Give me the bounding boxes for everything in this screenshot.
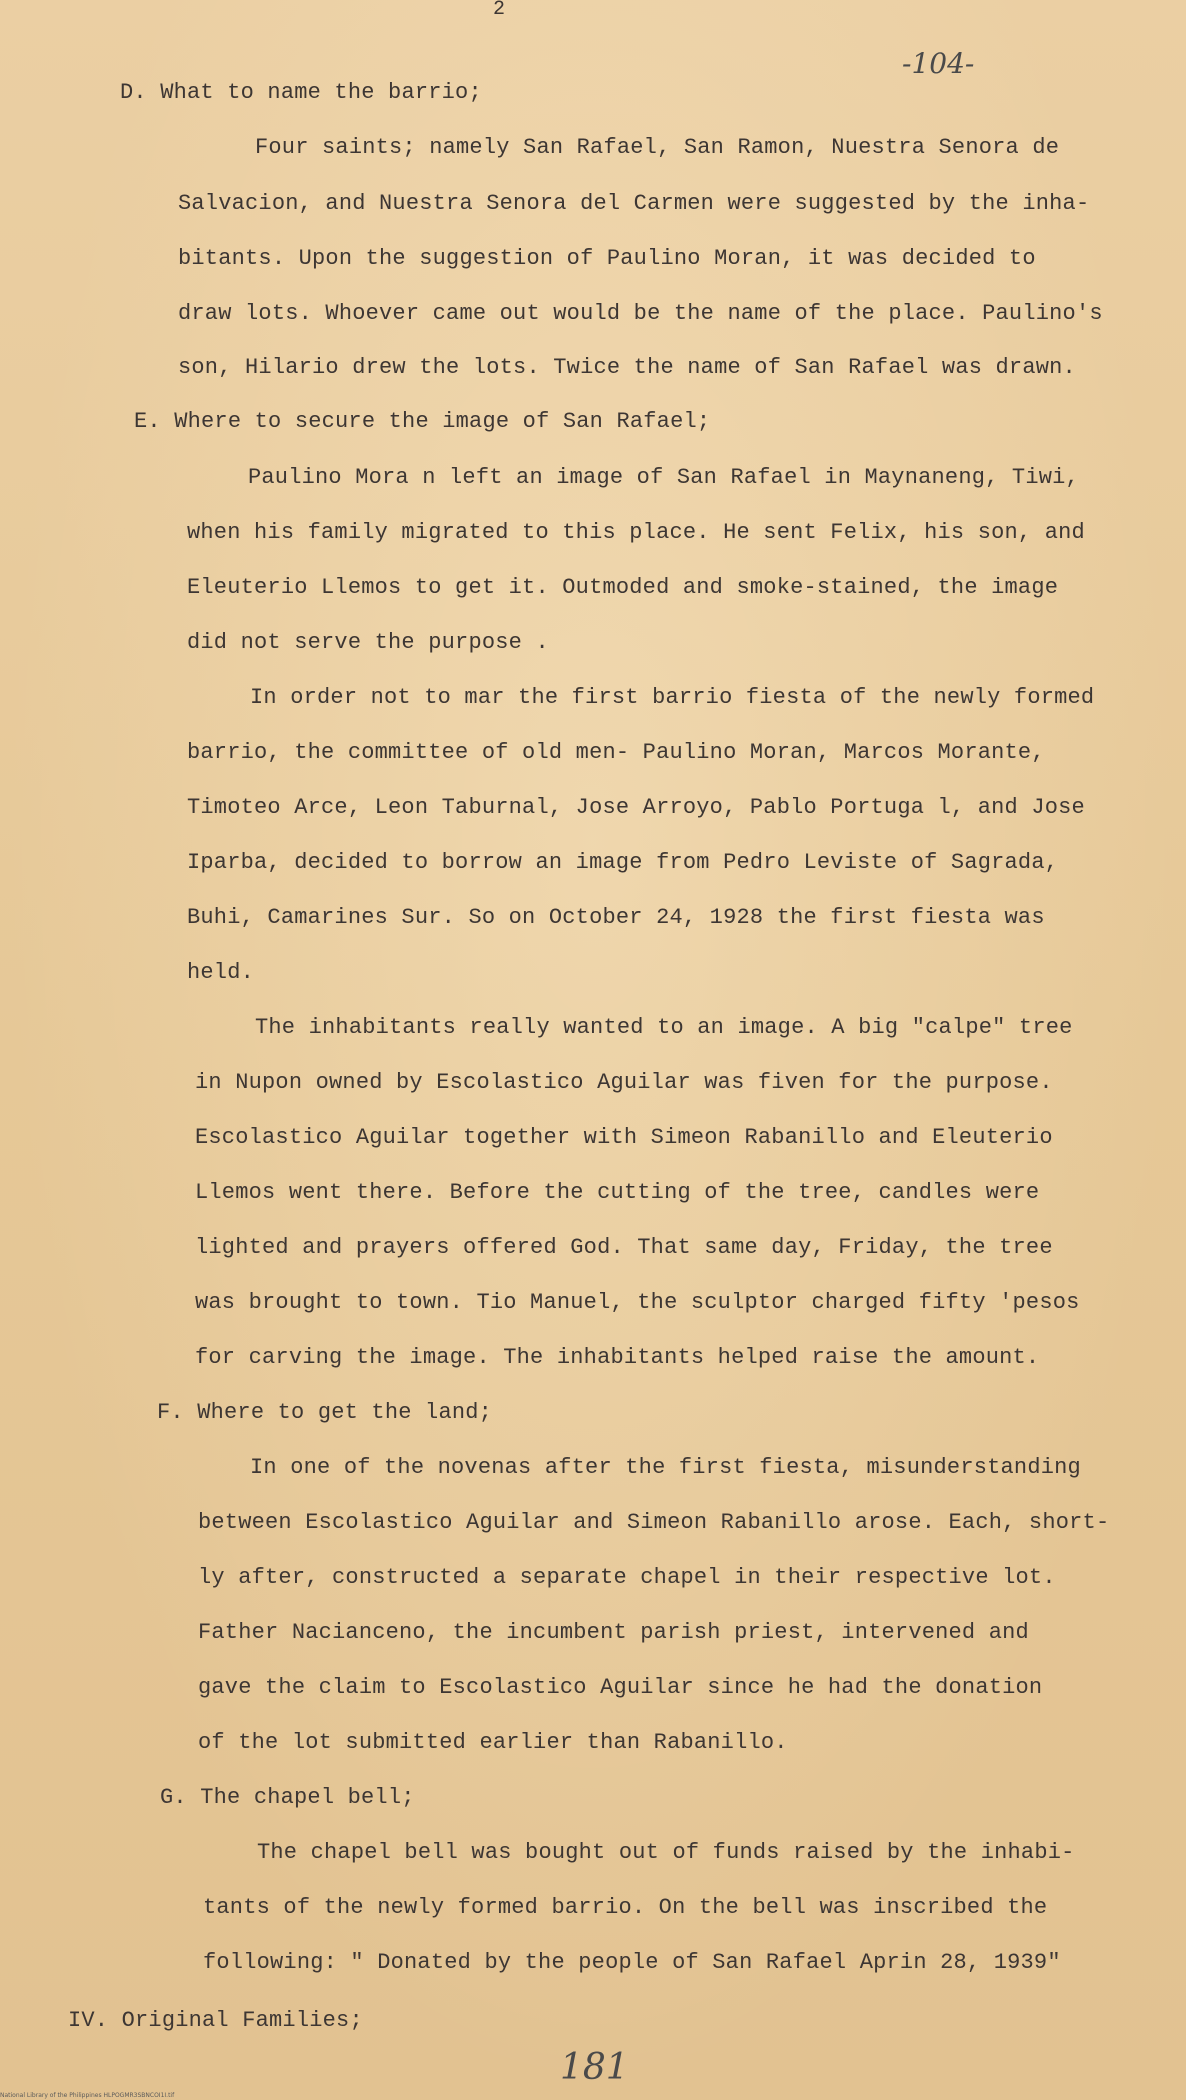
body-line: for carving the image. The inhabitants helped raise the amount. xyxy=(195,1345,1040,1370)
body-line: between Escolastico Aguilar and Simeon Rabanillo arose. Each, short- xyxy=(198,1510,1110,1535)
body-line: The inhabitants really wanted to an image. A big "calpe" tree xyxy=(255,1015,1073,1040)
body-line: Salvacion, and Nuestra Senora del Carmen were suggested by the inha- xyxy=(178,191,1090,216)
body-line: held. xyxy=(187,960,255,985)
archive-footer: National Library of the Philippines HLPOGMR3SBNCOI1I.tif xyxy=(0,2092,175,2099)
body-line: Paulino Mora n left an image of San Rafael in Maynaneng, Tiwi, xyxy=(248,465,1079,490)
heading-d: D. What to name the barrio; xyxy=(120,80,482,105)
body-line: of the lot submitted earlier than Rabanillo. xyxy=(198,1730,788,1755)
body-line: draw lots. Whoever came out would be the name of the place. Paulino's xyxy=(178,301,1103,326)
body-line: Four saints; namely San Rafael, San Ramon, Nuestra Senora de xyxy=(255,135,1060,160)
body-line: Eleuterio Llemos to get it. Outmoded and smoke-stained, the image xyxy=(187,575,1059,600)
body-line: lighted and prayers offered God. That same day, Friday, the tree xyxy=(195,1235,1053,1260)
body-line: was brought to town. Tio Manuel, the sculptor charged fifty 'pesos xyxy=(195,1290,1080,1315)
stamp-number: 181 xyxy=(560,2047,629,2088)
body-line: gave the claim to Escolastico Aguilar since he had the donation xyxy=(198,1675,1043,1700)
body-line: when his family migrated to this place. He sent Felix, his son, and xyxy=(187,520,1085,545)
body-line: following: " Donated by the people of San Rafael Aprin 28, 1939" xyxy=(203,1950,1061,1975)
body-line: did not serve the purpose . xyxy=(187,630,549,655)
heading-iv: IV. Original Families; xyxy=(68,2008,363,2033)
body-line: Llemos went there. Before the cutting of the tree, candles were xyxy=(195,1180,1040,1205)
body-line: bitants. Upon the suggestion of Paulino Moran, it was decided to xyxy=(178,246,1036,271)
body-line: Escolastico Aguilar together with Simeon Rabanillo and Eleuterio xyxy=(195,1125,1053,1150)
heading-g: G. The chapel bell; xyxy=(160,1785,415,1810)
heading-f: F. Where to get the land; xyxy=(157,1400,493,1425)
body-line: Buhi, Camarines Sur. So on October 24, 1928 the first fiesta was xyxy=(187,905,1045,930)
body-line: The chapel bell was bought out of funds raised by the inhabi- xyxy=(257,1840,1075,1865)
body-line: In order not to mar the first barrio fiesta of the newly formed xyxy=(250,685,1095,710)
body-line: ly after, constructed a separate chapel in their respective lot. xyxy=(198,1565,1056,1590)
body-line: Timoteo Arce, Leon Taburnal, Jose Arroyo, Pablo Portuga l, and Jose xyxy=(187,795,1085,820)
page-number: 2 xyxy=(493,0,506,21)
body-line: tants of the newly formed barrio. On the bell was inscribed the xyxy=(203,1895,1048,1920)
heading-e: E. Where to secure the image of San Rafael; xyxy=(134,409,711,434)
body-line: in Nupon owned by Escolastico Aguilar was fiven for the purpose. xyxy=(195,1070,1053,1095)
body-line: In one of the novenas after the first fiesta, misunderstanding xyxy=(250,1455,1081,1480)
body-line: Father Nacianceno, the incumbent parish priest, intervened and xyxy=(198,1620,1029,1645)
reference-number: -104- xyxy=(902,47,975,80)
body-line: Iparba, decided to borrow an image from Pedro Leviste of Sagrada, xyxy=(187,850,1059,875)
body-line: barrio, the committee of old men- Paulino Moran, Marcos Morante, xyxy=(187,740,1045,765)
body-line: son, Hilario drew the lots. Twice the name of San Rafael was drawn. xyxy=(178,355,1076,380)
